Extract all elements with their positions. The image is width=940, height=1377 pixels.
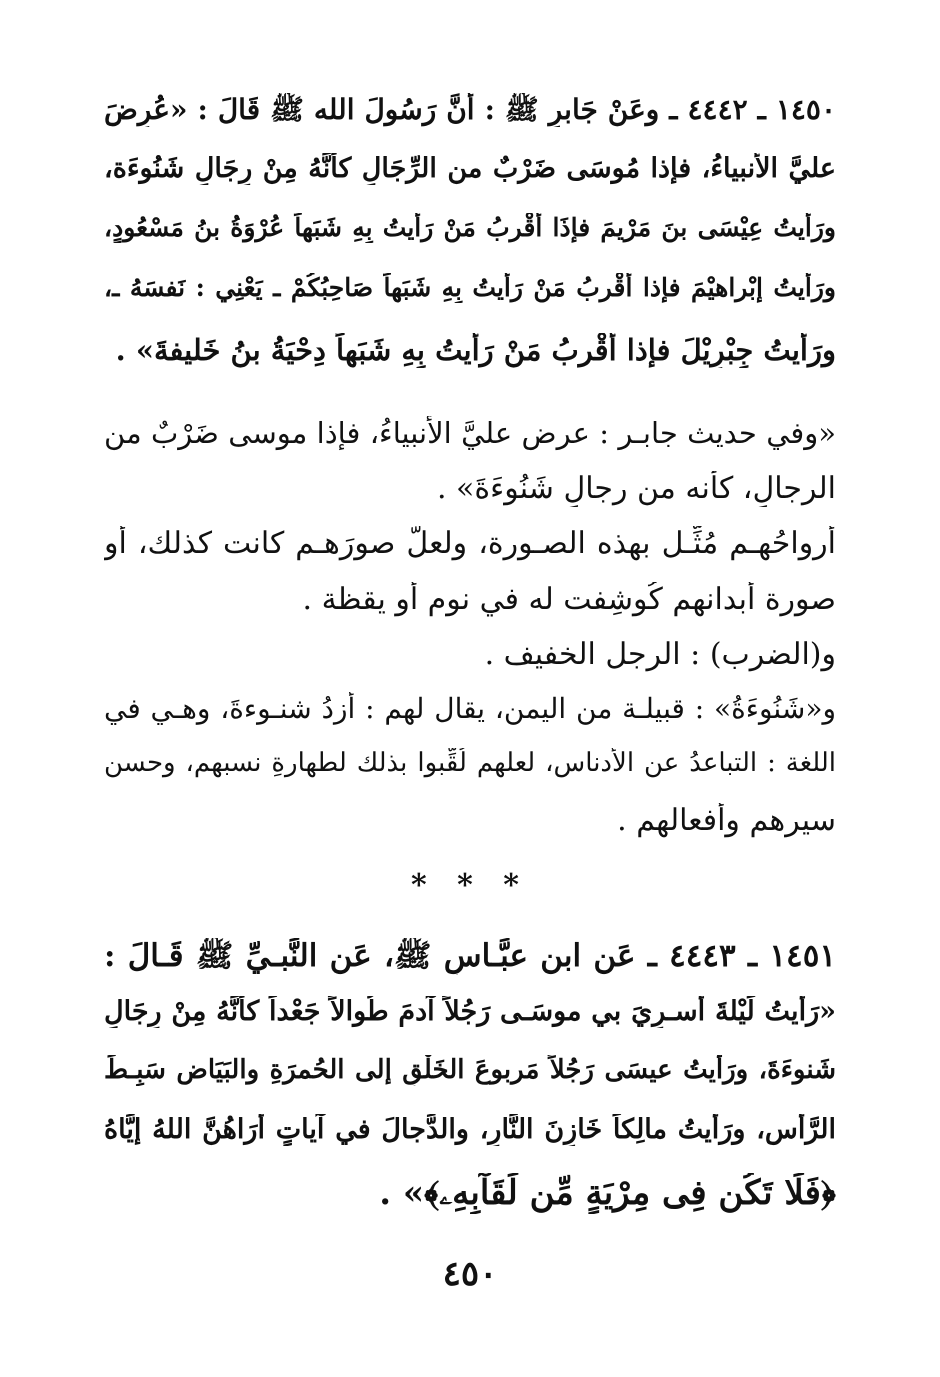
hadith-1451-line-3: شَنوءَةَ، ورَأَيتُ عيسَى رَجُلاً مَربوعَ الخَلْقِ إلى الحُمرَةِ والبَيَاضِ سَبِـطَ bbox=[104, 1055, 836, 1085]
hadith-1450-line-2: عليَّ الأنبياءُ، فإذا مُوسَى ضَرْبٌ من الرِّجَالِ كأنَّهُ مِنْ رِجَالِ شَنُوءَة، bbox=[104, 153, 836, 184]
commentary-line-6: و«شَنُوءَةُ» : قبيلـة من اليمن، يقال لهم : أزدُ شنـوءةَ، وهـي في bbox=[104, 692, 836, 725]
commentary-line-2: الرجالِ، كأنه من رجالِ شَنُوءَةَ» . bbox=[436, 471, 836, 506]
hadith-1451-line-2: «رَأَيتُ لَيْلةَ أُسـرِيَ بي موسَـى رَجُلاً آدمَ طُوالاً جَعْداً كأنَّهُ مِنْ رِجَالِ bbox=[104, 996, 836, 1027]
commentary-line-8: سيرهم وأفعالهم . bbox=[617, 803, 836, 838]
section-separator: * * * bbox=[411, 868, 529, 903]
commentary-line-1: «وفي حديث جابـر : عرض عليَّ الأنبياءُ، فإذا موسى ضَرْبٌ من bbox=[104, 416, 836, 450]
hadith-1451-line-1: ١٤٥١ ـ ٤٤٤٣ ـ عَنِ ابنِ عبَّـاسٍ ﷺ، عَنِ النَّبـيِّ ﷺ قَـالَ : bbox=[104, 938, 836, 974]
commentary-line-3: أرواحُهـم مُثِّـل بهذه الصـورة، ولعلَّ صورَهـم كانت كذلك، أو bbox=[104, 526, 836, 561]
commentary-line-5: و(الضرب) : الرجل الخفيف . bbox=[484, 637, 836, 672]
commentary-line-4: صورة أبدانهم كُوشِفت له في نوم أو يقظة . bbox=[302, 582, 836, 617]
hadith-1450-line-3: ورَأَيتُ عِيْسَى بنَ مَرْيمَ فإذَا أَقْربُ مَنْ رَأَيتُ بِهِ شَبَهاً عُرْوَةُ بنُ مَسْعُودٍ، bbox=[104, 213, 836, 242]
hadith-1451-line-5: ﴿فَلَا تَكُن فِى مِرْيَةٍ مِّن لِّقَآبِهِۦ﴾» . bbox=[379, 1173, 836, 1213]
commentary-line-7: اللغة : التباعدُ عن الأدناسِ، لعلهم لُقِّبوا بذلك لطهارةِ نسبهم، وحسنِ bbox=[104, 748, 836, 778]
hadith-1451-line-4: الرَّأسِ، ورَأَيتُ مالِكاً خَازِنَ النَّارِ، والدَّجالَ في آياتٍ أَرَاهُنَّ اللهُ إيَّاهُ bbox=[104, 1114, 836, 1145]
page-number: ٤٥٠ bbox=[442, 1254, 498, 1294]
hadith-1450-line-4: ورَأَيتُ إبْراهيْمَ فإذا أَقْربُ مَنْ رَأَيتُ بِهِ شَبَهاً صَاحِبُكُمْ ـ يَعْنِي : نَفسَهُ ـ، bbox=[104, 273, 836, 302]
hadith-1450-line-1: ١٤٥٠ ـ ٤٤٤٢ ـ وعَنْ جَابرٍ ﷺ : أنَّ رَسُولَ الله ﷺ قَالَ : «عُرِضَ bbox=[104, 93, 836, 126]
hadith-1450-line-5: ورَأَيتُ جِبْرِيْلَ فإذا أَقْربُ مَنْ رَأَيتُ بِهِ شَبَهاً دِحْيَةُ بنُ خَليفةَ» . bbox=[115, 333, 836, 367]
